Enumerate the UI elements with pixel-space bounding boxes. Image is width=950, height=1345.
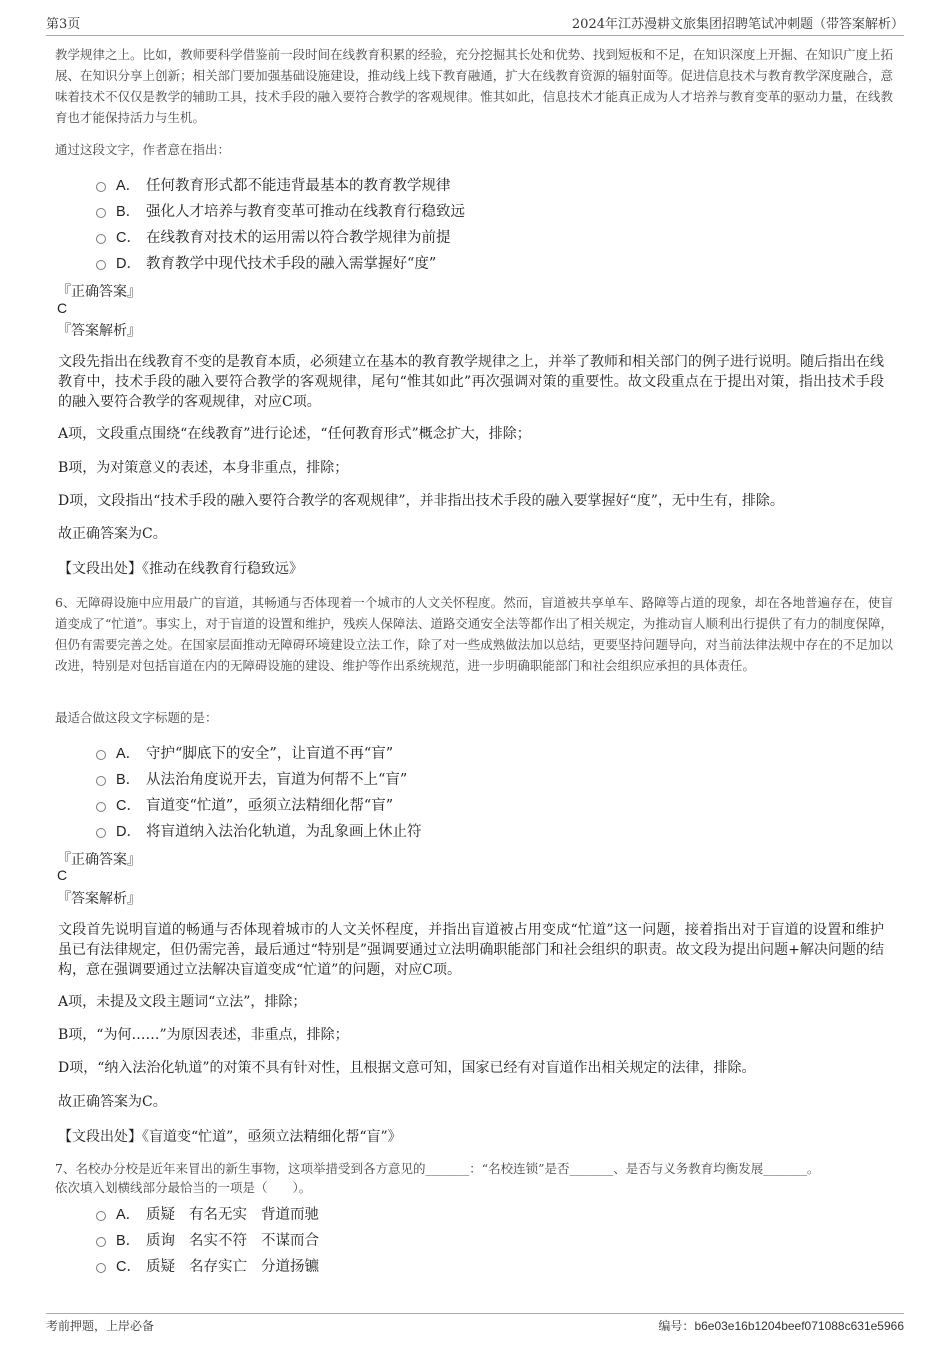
footer-code-label: 编号： xyxy=(658,1319,695,1333)
page-header xyxy=(46,13,904,36)
q5-passage: 教学规律之上。比如，教师要科学借鉴前一段时间在线教育积累的经验，充分挖掘其长处和优势、找到短板和不足，在知识深度上开掘、在知识广度上拓展、在知识分享上创新；相关部门要加强基础设施建设，推动线上线下教育融通，扩大在线教育资源的辐射面等。促进信息技术与教育教学深度融合，意味着技术不仅仅是教学的辅助工具，技术手段的融入要符合教学的客观规律。惟其如此，信息技术才能真正成为人才培养与教育变革的驱动力量，在线教育也才能保持活力与生机。 xyxy=(55,47,893,125)
q5-analysis-b: B项，为对策意义的表述，本身非重点，排除； xyxy=(58,460,349,476)
q6-prompt: 最适合做这段文字标题的是： xyxy=(55,710,218,725)
radio-icon[interactable] xyxy=(96,750,106,760)
page-number: 第3页 xyxy=(46,17,81,32)
q6-analysis-b: B项，“为何……”为原因表述，非重点，排除； xyxy=(58,1027,349,1043)
q6-analysis-main: 文段首先说明盲道的畅通与否体现着城市的人文关怀程度，并指出盲道被占用变成“忙道”这一问题，接着指出对于盲道的设置和维护虽已有法律规定，但仍需完善，最后通过“特别是”强调要通过立法明确职能部门和社会组织的职责。故文段为提出问题+解决问题的结构，意在强调要通过立法解决盲道变成“忙道”的问题，对应C项。 xyxy=(58,922,884,978)
q6-source: 【文段出处】《盲道变“忙道”，亟须立法精细化帮“盲”》 xyxy=(58,1129,402,1145)
q5-analysis-conclusion: 故正确答案为C。 xyxy=(58,526,167,542)
q5-source: 【文段出处】《推动在线教育行稳致远》 xyxy=(58,561,303,577)
q5-options xyxy=(96,171,465,275)
q6-analysis-label: 『答案解析』 xyxy=(57,891,141,907)
document-title: 2024年江苏漫耕文旅集团招聘笔试冲刺题（带答案解析） xyxy=(571,17,904,32)
q5-option-c[interactable]: C． 在线教育对技术的运用需以符合教学规律为前提 xyxy=(96,223,465,249)
q7-stem xyxy=(55,1159,893,1197)
q5-option-a[interactable]: A． 任何教育形式都不能违背最基本的教育教学规律 xyxy=(96,171,465,197)
page-footer xyxy=(46,1313,904,1333)
radio-icon[interactable] xyxy=(96,260,106,270)
radio-icon[interactable] xyxy=(96,1263,106,1273)
footer-slogan: 考前押题，上岸必备 xyxy=(46,1319,155,1333)
radio-icon[interactable] xyxy=(96,802,106,812)
q6-option-c[interactable]: C． 盲道变“忙道”，亟须立法精细化帮“盲” xyxy=(96,791,422,817)
q5-option-b[interactable]: B． 强化人才培养与教育变革可推动在线教育行稳致远 xyxy=(96,197,465,223)
q5-analysis-d: D项，文段指出“技术手段的融入要符合教学的客观规律”，并非指出技术手段的融入要掌握好“度”，无中生有，排除。 xyxy=(58,493,784,509)
q7-options xyxy=(96,1200,319,1278)
q6-option-a[interactable]: A． 守护“脚底下的安全”，让盲道不再“盲” xyxy=(96,739,422,765)
q7-option-b[interactable]: B． 质询 名实不符 不谋而合 xyxy=(96,1226,319,1252)
radio-icon[interactable] xyxy=(96,208,106,218)
q5-prompt: 通过这段文字，作者意在指出： xyxy=(55,142,231,157)
q5-analysis-main: 文段先指出在线教育不变的是教育本质，必须建立在基本的教育教学规律之上，并举了教师和相关部门的例子进行说明。随后指出在线教育中，技术手段的融入要符合教学的客观规律，尾句“惟其如此”再次强调对策的重要性。故文段重点在于提出对策，指出技术手段的融入要符合教学的客观规律，对应C项。 xyxy=(58,354,884,410)
q6-analysis-d: D项，“纳入法治化轨道”的对策不具有针对性，且根据文意可知，国家已经有对盲道作出相关规定的法律，排除。 xyxy=(58,1060,756,1076)
q5-analysis-a: A项，文段重点围绕“在线教育”进行论述，“任何教育形式”概念扩大，排除； xyxy=(58,426,531,442)
radio-icon[interactable] xyxy=(96,828,106,838)
q6-option-d[interactable]: D． 将盲道纳入法治化轨道，为乱象画上休止符 xyxy=(96,817,422,843)
radio-icon[interactable] xyxy=(96,234,106,244)
q7-option-c[interactable]: C． 质疑 名存实亡 分道扬镳 xyxy=(96,1252,319,1278)
q6-options xyxy=(96,739,422,843)
footer-code-value: b6e03e16b1204beef071088c631e5966 xyxy=(694,1319,904,1333)
q7-option-a[interactable]: A． 质疑 有名无实 背道而驰 xyxy=(96,1200,319,1226)
footer-code xyxy=(658,1317,904,1334)
q6-analysis-conclusion: 故正确答案为C。 xyxy=(58,1094,167,1110)
q5-answer-label: 『正确答案』 xyxy=(57,284,141,300)
q6-analysis-a: A项，未提及文段主题词“立法”，排除； xyxy=(58,994,307,1010)
q6-answer: C xyxy=(57,867,68,883)
q6-answer-label: 『正确答案』 xyxy=(57,852,141,868)
q7-stem-line1: 7、名校办分校是近年来冒出的新生事物，这项举措受到各方意见的_______：“名校连锁”是否_______、是否与义务教育均衡发展_______。 xyxy=(55,1161,820,1176)
q6-option-b[interactable]: B． 从法治角度说开去，盲道为何帮不上“盲” xyxy=(96,765,422,791)
q5-option-d[interactable]: D． 教育教学中现代技术手段的融入需掌握好“度” xyxy=(96,249,465,275)
q7-stem-line2: 依次填入划横线部分最恰当的一项是（ ）。 xyxy=(55,1180,312,1195)
q5-analysis-label: 『答案解析』 xyxy=(57,323,141,339)
q6-passage: 6、无障碍设施中应用最广的盲道，其畅通与否体现着一个城市的人文关怀程度。然而，盲道被共享单车、路障等占道的现象，却在各地普遍存在，使盲道变成了“忙道”。事实上，对于盲道的设置和维护，残疾人保障法、道路交通安全法等都作出了相关规定，为推动盲人顺利出行提供了有力的制度保障，但仍有需要完善之处。在国家层面推动无障碍环境建设立法工作，除了对一些成熟做法加以总结，更要坚持问题导向，对当前法律法规中存在的不足加以改进，特别是对包括盲道在内的无障碍设施的建设、维护等作出系统规范，进一步明确职能部门和社会组织应承担的具体责任。 xyxy=(55,595,893,673)
radio-icon[interactable] xyxy=(96,1237,106,1247)
radio-icon[interactable] xyxy=(96,182,106,192)
radio-icon[interactable] xyxy=(96,1211,106,1221)
q5-answer: C xyxy=(57,300,68,316)
radio-icon[interactable] xyxy=(96,776,106,786)
